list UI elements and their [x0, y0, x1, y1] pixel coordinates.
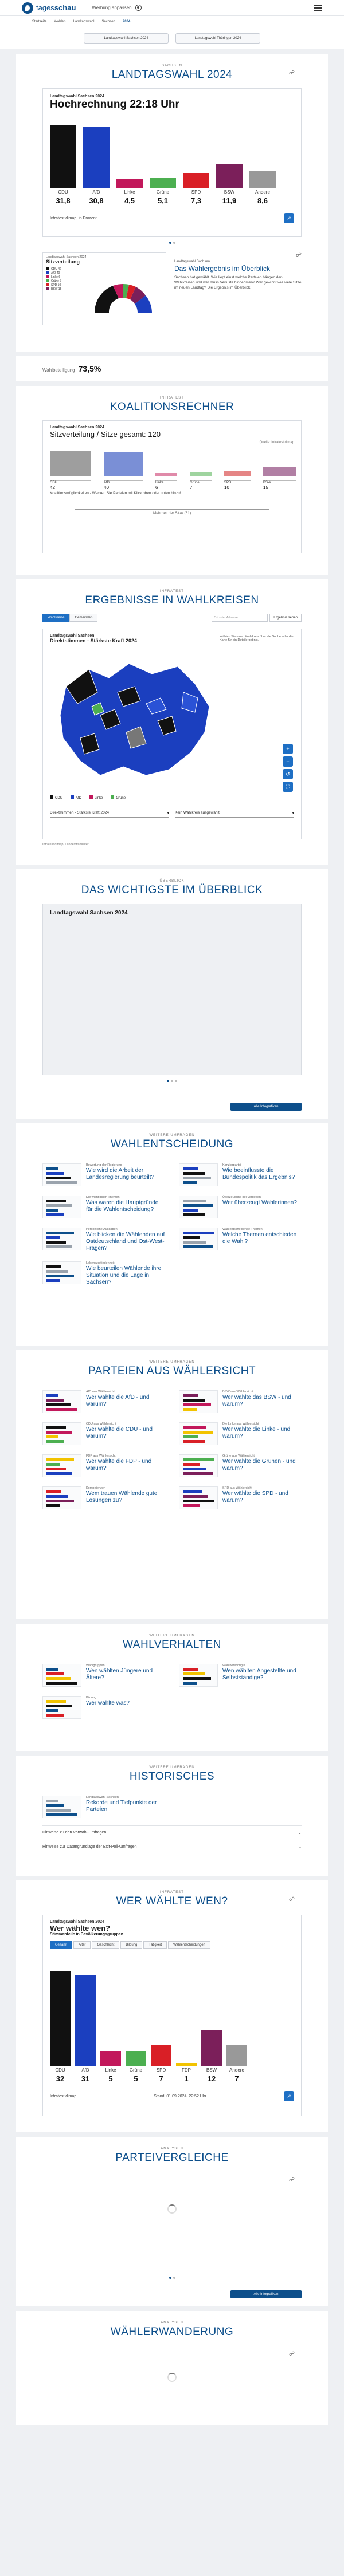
turnout-label: Wahlbeteiligung	[42, 368, 75, 373]
teaser-thumbnail	[42, 1664, 81, 1687]
bar-value: 32	[56, 2074, 65, 2083]
expand-icon[interactable]: ↗	[284, 213, 294, 223]
bar-value: 7	[234, 2074, 239, 2083]
teaser-grid	[42, 1664, 302, 1719]
card-title: Sitzverteilung / Sitze gesamt: 120	[50, 430, 161, 439]
section-kicker: WEITERE UMFRAGEN	[149, 1134, 195, 1137]
teaser-item[interactable]	[179, 1228, 302, 1252]
bar-afd	[83, 127, 110, 188]
teaser-item[interactable]	[42, 1228, 165, 1252]
teaser-grid	[42, 1390, 302, 1509]
share-icon[interactable]: ☍	[288, 2351, 295, 2357]
section-title: WER WÄHLTE WEN?	[116, 1895, 228, 1907]
bar-linke	[100, 2051, 121, 2066]
section-kicker: ANALYSEN	[161, 2147, 183, 2151]
legend-item: AfD	[71, 795, 81, 800]
menu-icon[interactable]	[314, 5, 322, 11]
seat-label: Grüne	[190, 480, 212, 484]
bar-grüne	[150, 178, 176, 188]
teaser-item[interactable]	[42, 1422, 165, 1445]
legend-item: Linke 6	[46, 275, 61, 279]
teaser-kicker: Landtagswahl Sachsen	[174, 260, 210, 263]
brand-text: tagesschau	[36, 3, 76, 12]
teaser-item[interactable]	[42, 1696, 165, 1719]
district-select[interactable]: Kein Wahlkreis ausgewählt ▾	[175, 809, 294, 818]
loading-spinner-icon	[167, 2373, 177, 2382]
bar-label: BSW	[206, 2068, 217, 2073]
section-kicker: INFRATEST	[160, 396, 184, 400]
teaser-meta: CDU aus Wählersicht	[86, 1422, 116, 1426]
teaser-title[interactable]: Wer wählte die FDP - und warum?	[86, 1458, 152, 1472]
teaser-title[interactable]: Wie wird die Arbeit der Landesregierung beurteilt?	[86, 1167, 154, 1181]
bar-label: Linke	[124, 190, 135, 195]
bar-value: 5	[134, 2074, 138, 2083]
teaser-meta: Bewertung der Regierung	[86, 1163, 122, 1167]
all-graphics-button[interactable]: Alle Infografiken	[230, 1103, 302, 1111]
teaser-thumbnail	[42, 1163, 81, 1186]
teaser-title[interactable]: Rekorde und Tiefpunkte der Parteien	[86, 1800, 157, 1813]
legend-item: CDU 42	[46, 267, 61, 271]
card-subtitle: Landtagswahl Sachsen	[50, 634, 95, 638]
loading-area	[42, 2204, 302, 2214]
teaser-item[interactable]	[42, 1390, 165, 1413]
dot[interactable]	[175, 1080, 177, 1082]
seat-label: AfD	[104, 480, 143, 484]
seat-label: CDU	[50, 480, 91, 484]
teaser-title[interactable]: Wie blicken die Wählenden auf Ostdeutschland und Ost-West-Fragen?	[86, 1232, 165, 1252]
seat-bar-linke[interactable]	[155, 473, 177, 476]
bar-bsw	[201, 2030, 222, 2066]
bar-spd	[151, 2045, 171, 2066]
teaser-meta: Wahlentscheidende Themen	[222, 1228, 263, 1231]
share-icon[interactable]: ☍	[288, 70, 295, 76]
logo[interactable]	[22, 2, 76, 14]
map-search-input[interactable]: Ort oder Adresse	[212, 614, 268, 622]
section-kicker: INFRATEST	[160, 590, 184, 593]
accordion-item[interactable]: Hinweise zu den Vorwahl-Umfragen ⌄	[42, 1825, 302, 1840]
saxony-map[interactable]	[54, 652, 221, 790]
teaser-item[interactable]	[42, 1796, 165, 1818]
bar-cdu	[50, 125, 76, 188]
carousel-dots	[42, 242, 302, 244]
map-legend	[50, 795, 126, 800]
card-title: Wer wählte wen?	[50, 1924, 111, 1932]
bar-label: SPD	[191, 190, 201, 195]
section-title: WAHLVERHALTEN	[123, 1639, 221, 1651]
decision-section	[16, 1123, 328, 1346]
legend-item: Grüne	[111, 795, 126, 800]
teaser-item[interactable]	[179, 1196, 302, 1218]
teaser-meta: Lebenszufriedenheit	[86, 1261, 115, 1265]
seat-value: 7	[190, 485, 193, 490]
bar-value: 1	[184, 2074, 189, 2083]
bar-label: Andere	[229, 2068, 244, 2073]
comparison-section	[16, 2137, 328, 2306]
bar-spd	[183, 173, 209, 188]
sachsen-button[interactable]: Landtagswahl Sachsen 2024	[84, 33, 169, 44]
teaser-meta: Überzeugung bei Vergeben	[222, 1196, 261, 1199]
seat-value: 42	[50, 485, 55, 490]
source: Quelle: Infratest dimap	[259, 441, 294, 444]
teaser-title[interactable]: Wer wählte die AfD - und warum?	[86, 1394, 150, 1407]
legend-item: CDU	[50, 795, 62, 800]
coalition-section	[16, 386, 328, 575]
bar-bsw	[216, 164, 243, 188]
coalition-card	[42, 420, 302, 553]
map-dropdowns	[50, 809, 294, 818]
teaser-meta: Persönliche Ausgaben	[86, 1228, 118, 1231]
teaser-title[interactable]: Wer wählte die Grünen - und warum?	[222, 1458, 296, 1472]
bar-label: AfD	[81, 2068, 89, 2073]
teaser-title[interactable]: Wen wählten Jüngere und Ältere?	[86, 1668, 153, 1681]
turnout-row	[16, 356, 328, 381]
nav-item-active[interactable]: 2024	[122, 19, 131, 23]
header-tools	[92, 5, 141, 11]
teaser-meta: Kompetenzen	[86, 1486, 105, 1490]
teaser-headline[interactable]: Das Wahlergebnis im Überblick	[174, 265, 270, 273]
loading-area	[42, 2373, 302, 2382]
breadcrumb	[0, 16, 344, 27]
hochrechnung-card	[42, 88, 302, 237]
tab-wahlkreise[interactable]: Wahlkreise	[42, 614, 69, 622]
footnote: Infratest dimap, in Prozent	[50, 216, 97, 220]
teaser-thumbnail	[179, 1228, 218, 1250]
results-section	[16, 54, 328, 352]
bar-value: 30,8	[89, 196, 104, 205]
behaviour-section	[16, 1624, 328, 1751]
bar-label: Grüne	[129, 2068, 143, 2073]
map-section	[16, 579, 328, 865]
section-kicker: SACHSEN	[161, 64, 182, 68]
who-voted-chart	[50, 1952, 294, 2084]
mode-select[interactable]: Direktstimmen - Stärkste Kraft 2024 ▾	[50, 809, 169, 818]
teaser-meta: Die wichtigsten Themen	[86, 1196, 120, 1199]
bar-label: Andere	[255, 190, 270, 195]
share-icon[interactable]: ☍	[288, 1896, 295, 1903]
seats-card[interactable]	[42, 252, 166, 325]
teaser-meta: Grüne aus Wählersicht	[222, 1454, 255, 1458]
teaser-meta: Landtagswahl Sachsen	[86, 1796, 119, 1799]
section-title: DAS WICHTIGSTE IM ÜBERBLICK	[81, 884, 263, 896]
teaser-item[interactable]	[42, 1664, 165, 1687]
teaser-item[interactable]	[42, 1163, 165, 1186]
seat-bar-spd[interactable]	[224, 471, 251, 476]
section-title: ERGEBNISSE IN WAHLKREISEN	[85, 594, 259, 606]
seat-value: 10	[224, 485, 229, 490]
section-kicker: ANALYSEN	[161, 2321, 183, 2325]
teaser-thumbnail	[179, 1454, 218, 1477]
fullscreen-icon[interactable]: ⛶	[283, 782, 293, 792]
reset-view-icon[interactable]: ↺	[283, 769, 293, 779]
all-graphics-button[interactable]: Alle Infografiken	[230, 2290, 302, 2298]
teaser-meta: SPD aus Wählersicht	[222, 1486, 252, 1490]
teaser-title[interactable]: Welche Themen entschieden die Wahl?	[222, 1232, 297, 1245]
bar-label: Linke	[105, 2068, 116, 2073]
teaser-item[interactable]	[179, 1390, 302, 1413]
bar-label: FDP	[182, 2068, 191, 2073]
teaser-grid	[42, 1163, 302, 1286]
tagesschau-logo-icon	[22, 2, 33, 14]
seats-title: Sitzverteilung	[46, 259, 80, 265]
section-title: KOALITIONSRECHNER	[110, 401, 234, 413]
overview-card	[42, 904, 302, 1075]
teaser-thumbnail	[179, 1486, 218, 1509]
teaser-title[interactable]: Wer wählte die Linke - und warum?	[222, 1426, 291, 1439]
legend-item: SPD 10	[46, 283, 61, 287]
bar-value: 5,1	[157, 196, 169, 205]
card-title: Direktstimmen - Stärkste Kraft 2024	[50, 638, 138, 644]
tab-wahlentscheidungen[interactable]: Wahlentscheidungen	[168, 1941, 210, 1949]
bar-afd	[75, 1975, 96, 2066]
section-title: PARTEIEN AUS WÄHLERSICHT	[88, 1365, 256, 1377]
bar-value: 7,3	[190, 196, 202, 205]
map-search-button[interactable]: Ergebnis sehen	[269, 614, 302, 622]
bar-label: CDU	[55, 2068, 65, 2073]
card-title: Hochrechnung 22:18 Uhr	[50, 98, 179, 111]
teaser-thumbnail	[42, 1696, 81, 1719]
footer-timestamp: Stand: 01.09.2024, 22:52 Uhr	[154, 2094, 207, 2098]
teaser-thumbnail	[179, 1196, 218, 1218]
card-subtitle: Landtagswahl Sachsen 2024	[50, 94, 104, 98]
seat-bar-cdu[interactable]	[50, 451, 91, 476]
nav-item[interactable]: Sachsen	[101, 19, 115, 23]
expand-icon[interactable]: ↗	[284, 2091, 294, 2101]
section-kicker: WEITERE UMFRAGEN	[149, 1766, 195, 1769]
seat-bar-bsw[interactable]	[263, 467, 296, 476]
teaser-thumbnail	[42, 1486, 81, 1509]
share-icon[interactable]: ☍	[295, 252, 302, 258]
teaser-title[interactable]: Wen wählten Angestellte und Selbstständige?	[222, 1668, 296, 1681]
election-switcher	[0, 27, 344, 49]
teaser-meta: Bildung	[86, 1696, 97, 1699]
top-bar	[0, 0, 344, 16]
teaser-item[interactable]	[42, 1261, 165, 1286]
teaser-meta: Die Linke aus Wählersicht	[222, 1422, 259, 1426]
chevron-down-icon: ⌄	[298, 1845, 302, 1849]
section-kicker: ÜBERBLICK	[159, 879, 185, 883]
seat-value: 6	[155, 485, 158, 490]
teaser-meta: Wahlgruppen	[86, 1664, 105, 1667]
section-kicker: WEITERE UMFRAGEN	[149, 1634, 195, 1638]
teaser-title[interactable]: Wer überzeugt Wählerinnen?	[222, 1200, 297, 1206]
teaser-meta: FDP aus Wählersicht	[86, 1454, 116, 1458]
bar-andere	[226, 2045, 247, 2066]
seat-value: 40	[104, 485, 109, 490]
legend-item: Linke	[89, 795, 103, 800]
dot-active[interactable]	[167, 1080, 169, 1082]
teaser-thumbnail	[179, 1163, 218, 1186]
zoom-in-icon[interactable]: +	[283, 744, 293, 754]
teaser-item[interactable]	[42, 1196, 165, 1218]
teaser-title[interactable]: Was waren die Hauptgründe für die Wahlentscheidung?	[86, 1200, 159, 1213]
section-title: HISTORISCHES	[129, 1770, 215, 1782]
seat-label: Linke	[155, 480, 177, 484]
dot[interactable]	[171, 1080, 173, 1082]
history-section	[16, 1756, 328, 1876]
section-title: LANDTAGSWAHL 2024	[111, 69, 233, 81]
bar-label: BSW	[224, 190, 235, 195]
parties-section	[16, 1350, 328, 1619]
majority-line: Mehrheit der Sitze (61)	[75, 509, 269, 515]
seats-bar-chart	[50, 444, 294, 490]
seats-parliament-chart	[89, 275, 158, 315]
teaser-meta: AfD aus Wählersicht	[86, 1390, 115, 1394]
teaser-thumbnail	[42, 1261, 81, 1284]
migration-section	[16, 2311, 328, 2425]
card-subtitle-2: Stimmanteile in Bevölkerungsgruppen	[50, 1932, 123, 1936]
footer-source: Infratest dimap	[50, 2094, 77, 2098]
tab-gesamt[interactable]: Gesamt	[50, 1941, 72, 1949]
settings-icon[interactable]	[135, 5, 142, 11]
bar-value: 8,6	[257, 196, 268, 205]
accordion-item[interactable]: Hinweise zur Datengrundlage der Exit-Poll-Umfragen ⌄	[42, 1840, 302, 1854]
teaser-meta: Wahlberechtigte	[222, 1664, 245, 1667]
teaser-thumbnail	[42, 1422, 81, 1445]
tab-gemeinden[interactable]: Gemeinden	[69, 614, 97, 622]
legend-item: Grüne 7	[46, 279, 61, 283]
chevron-down-icon: ▾	[292, 811, 294, 815]
section-title: PARTEIVERGLEICHE	[115, 2152, 229, 2164]
bar-cdu	[50, 1971, 71, 2066]
group-tabs	[50, 1941, 294, 1949]
bar-label: SPD	[156, 2068, 166, 2073]
dot[interactable]	[173, 2277, 175, 2279]
results-teaser[interactable]	[174, 252, 302, 325]
teaser-title[interactable]: Wem trauen Wählende gute Lösungen zu?	[86, 1490, 158, 1504]
ad-settings-link[interactable]: Werbung anpassen	[92, 5, 132, 10]
map-controls	[42, 614, 302, 622]
seats-legend	[46, 267, 61, 291]
bar-label: AfD	[92, 190, 100, 195]
legend-item: AfD 40	[46, 271, 61, 275]
who-voted-card	[42, 1915, 302, 2116]
tab-taetigkeit[interactable]: Tätigkeit	[143, 1941, 167, 1949]
results-teaser-row	[42, 252, 302, 325]
map-side-note: Wählen Sie einen Wahlkreis über die Suche oder die Karte für ein Detailergebnis.	[220, 635, 294, 642]
map-source: Infratest dimap, Landeswahlleiter	[42, 843, 89, 846]
teaser-meta: Kanzlerpartei	[222, 1163, 241, 1167]
seat-label: BSW	[263, 480, 296, 484]
dot[interactable]	[173, 242, 175, 244]
card-footer	[50, 2088, 294, 2101]
bar-value: 12	[207, 2074, 216, 2083]
teaser-thumbnail	[42, 1390, 81, 1413]
teaser-title[interactable]: Wer wählte das BSW - und warum?	[222, 1394, 291, 1407]
carousel-dots	[42, 2277, 302, 2279]
teaser-item[interactable]	[42, 1454, 165, 1477]
bar-linke	[116, 179, 143, 188]
legend-item: BSW 15	[46, 287, 61, 291]
bar-value: 31,8	[56, 196, 71, 205]
zoom-out-icon[interactable]: −	[283, 756, 293, 767]
bar-value: 5	[108, 2074, 113, 2083]
section-kicker: WEITERE UMFRAGEN	[149, 1360, 195, 1364]
map-card	[42, 629, 302, 839]
seat-value: 15	[263, 485, 268, 490]
teaser-item[interactable]	[179, 1486, 302, 1509]
bar-label: CDU	[58, 190, 68, 195]
teaser-meta: BSW aus Wählersicht	[222, 1390, 253, 1394]
teaser-thumbnail	[42, 1228, 81, 1250]
loading-spinner-icon	[167, 2204, 177, 2214]
chevron-down-icon: ▾	[167, 811, 169, 815]
bar-andere	[249, 171, 276, 188]
bar-grüne	[126, 2051, 146, 2066]
bar-label: Grüne	[156, 190, 170, 195]
tab-bildung[interactable]: Bildung	[120, 1941, 142, 1949]
tab-geschlecht[interactable]: Geschlecht	[92, 1941, 119, 1949]
turnout-value: 73,5%	[78, 364, 101, 373]
teaser-thumbnail	[179, 1390, 218, 1413]
nav-item[interactable]: Landtagswahl	[73, 19, 95, 23]
teaser-title[interactable]: Wie beurteilen Wählende ihre Situation und die Lage in Sachsen?	[86, 1265, 162, 1285]
section-kicker: INFRATEST	[160, 1891, 184, 1894]
teaser-title[interactable]: Wer wählte die SPD - und warum?	[222, 1490, 288, 1504]
card-title: Landtagswahl Sachsen 2024	[50, 910, 128, 916]
bar-value: 4,5	[124, 196, 135, 205]
section-title: WAHLENTSCHEIDUNG	[110, 1138, 234, 1150]
bar-fdp	[176, 2063, 197, 2066]
bar-value: 11,9	[222, 196, 237, 205]
teaser-thumbnail	[179, 1422, 218, 1445]
teaser-item[interactable]	[179, 1422, 302, 1445]
dot-active[interactable]	[169, 2277, 171, 2279]
overview-section	[16, 869, 328, 1119]
map-zoom-controls	[283, 744, 293, 792]
teaser-thumbnail	[42, 1196, 81, 1218]
teaser-item[interactable]	[179, 1163, 302, 1186]
teaser-text: Sachsen hat gewählt. Wie liegt einst welche Parteien hängen den Wahlkreisen und wer muss Verluste hinnehmen? Wer gewinnt wie viele Sitze im neuen Landtag? Die Ergebnis im Überblick.	[174, 275, 302, 290]
teaser-title[interactable]: Wer wählte die CDU - und warum?	[86, 1426, 153, 1439]
teaser-item[interactable]	[179, 1664, 302, 1687]
seat-bar-afd[interactable]	[104, 452, 143, 476]
coalition-hint: Koalitionsmöglichkeiten - Wecken Sie Parteien mit Klick oben oder unten hinzu!	[50, 488, 294, 495]
nav-item[interactable]: Startseite	[32, 19, 47, 23]
bar-value: 31	[81, 2074, 90, 2083]
who-voted-section	[16, 1880, 328, 2132]
chevron-down-icon: ⌄	[298, 1831, 302, 1835]
teaser-thumbnail	[42, 1454, 81, 1477]
tab-alter[interactable]: Alter	[73, 1941, 91, 1949]
teaser-title[interactable]: Wer wählte was?	[86, 1700, 130, 1706]
share-icon[interactable]: ☍	[288, 2177, 295, 2183]
teaser-item[interactable]	[179, 1454, 302, 1477]
teaser-thumbnail	[179, 1664, 218, 1687]
seats-subtitle: Landtagswahl Sachsen 2024	[46, 255, 87, 259]
teaser-grid	[42, 1796, 302, 1818]
dot-active[interactable]	[169, 242, 171, 244]
card-subtitle: Landtagswahl Sachsen 2024	[50, 425, 104, 429]
seat-label: SPD	[224, 480, 251, 484]
carousel-dots	[42, 1080, 302, 1082]
section-title: WÄHLERWANDERUNG	[110, 2326, 234, 2338]
nav-item[interactable]: Wahlen	[54, 19, 66, 23]
seat-bar-grüne[interactable]	[190, 472, 212, 476]
hochrechnung-chart	[50, 115, 294, 206]
teaser-title[interactable]: Wie beeinflusste die Bundespolitik das Ergebnis?	[222, 1167, 295, 1181]
thueringen-button[interactable]: Landtagswahl Thüringen 2024	[175, 33, 260, 44]
teaser-item[interactable]	[42, 1486, 165, 1509]
card-footer	[50, 210, 294, 223]
teaser-thumbnail	[42, 1796, 81, 1818]
bar-value: 7	[159, 2074, 163, 2083]
card-subtitle: Landtagswahl Sachsen 2024	[50, 1920, 104, 1924]
